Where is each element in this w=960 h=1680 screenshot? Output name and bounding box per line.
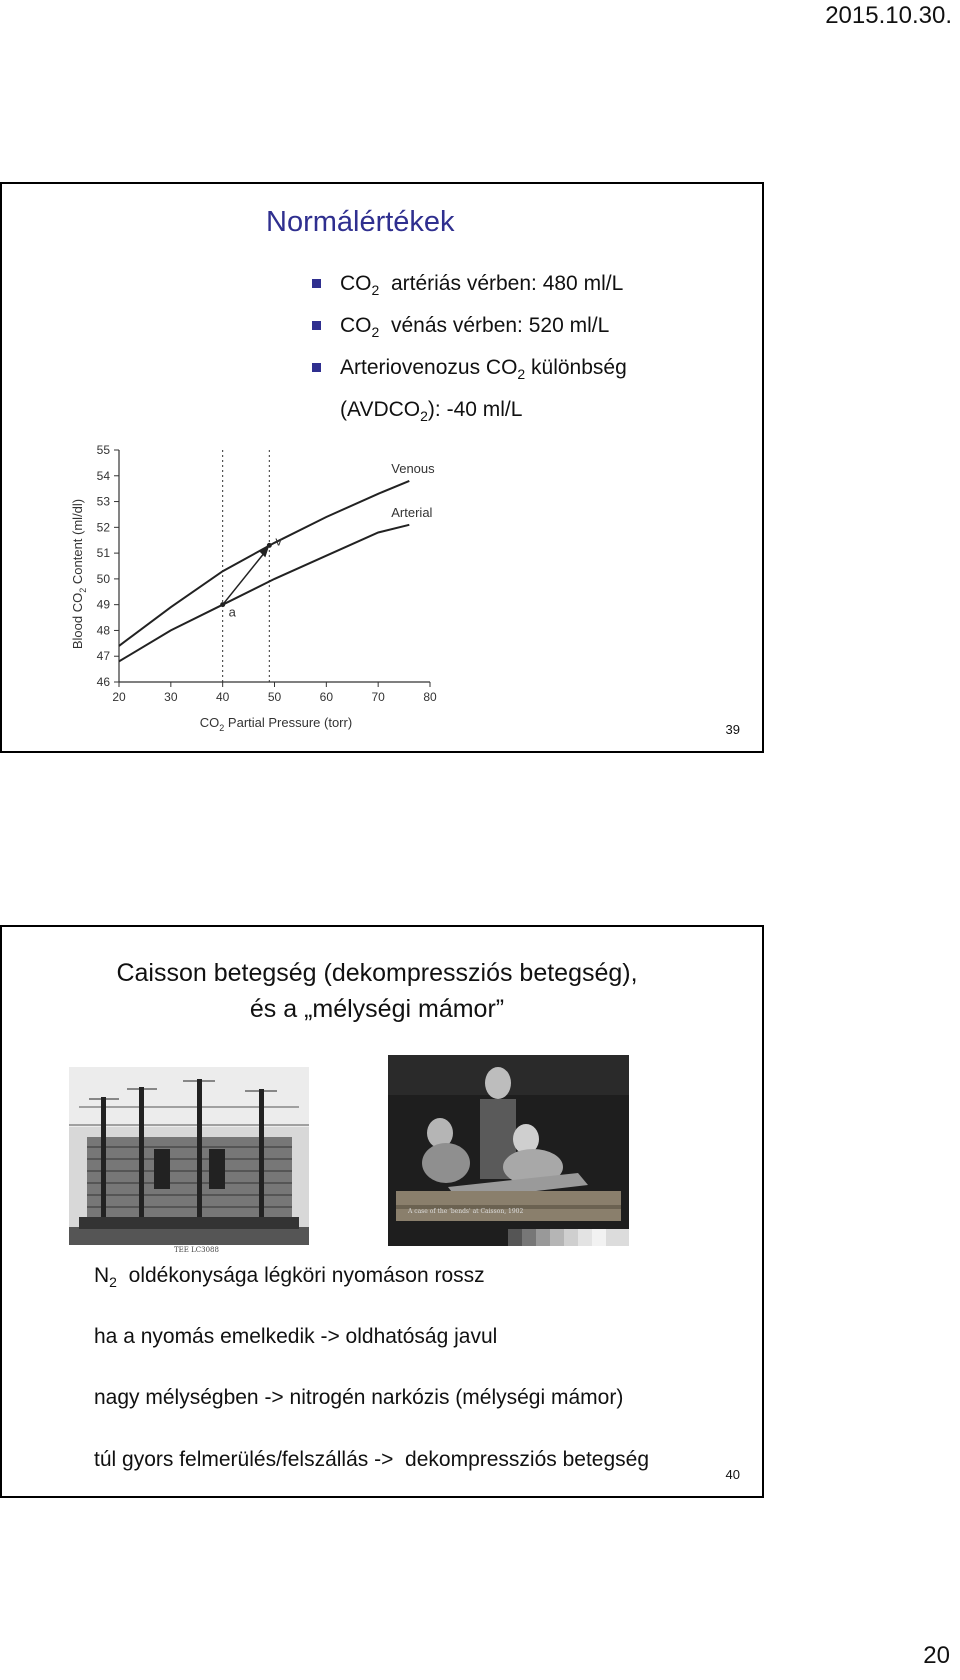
y-tick-label: 48 — [96, 623, 110, 638]
y-axis-label: Blood $CO_2$ Content (ml/dl) — [70, 498, 88, 650]
text-line-decompression: túl gyors felmerülés/felszállás -> dekompressziós betegség — [94, 1448, 650, 1471]
x-tick-label: 60 — [319, 690, 334, 704]
series-line-arterial — [119, 525, 409, 662]
bullet-list — [312, 266, 627, 434]
y-tick-label: 51 — [96, 546, 110, 561]
bullet-item: $CO_2$ artériás vérben: 480 ml/L — [312, 266, 627, 308]
page-number: 20 — [923, 1642, 950, 1669]
point-a — [220, 602, 225, 607]
square-bullet-icon — [312, 363, 321, 372]
square-bullet-icon — [312, 279, 321, 288]
point-label-v: v — [275, 533, 282, 549]
series-label-venous: Venous — [391, 460, 435, 476]
point-v — [267, 543, 272, 548]
x-tick-label: 20 — [112, 690, 126, 704]
x-tick-label: 70 — [371, 690, 385, 704]
bullet-item: Arteriovenozus $CO_2$ különbség $(AVDCO_2)$: -40 ml/L — [312, 350, 627, 434]
slide-number: 39 — [725, 722, 740, 737]
caisson-engraving-image — [69, 1067, 309, 1245]
y-tick-label: 53 — [96, 494, 110, 509]
text-line-n2-solubility: $N_2$ oldékonysága légköri nyomáson rossz — [94, 1264, 485, 1290]
co2-content-chart — [62, 434, 462, 734]
y-tick-label: 50 — [96, 571, 110, 586]
y-tick-label: 46 — [96, 675, 110, 689]
caisson-patient-photo — [388, 1055, 629, 1246]
y-tick-label: 49 — [96, 597, 110, 612]
y-tick-label: 54 — [96, 468, 110, 483]
x-axis-label: $CO_2$ Partial Pressure (torr) — [199, 715, 353, 733]
page-date: 2015.10.30. — [825, 2, 952, 29]
series-label-arterial: Arterial — [391, 504, 433, 520]
slide-39 — [0, 182, 764, 753]
square-bullet-icon — [312, 321, 321, 330]
slide-number: 40 — [725, 1467, 740, 1482]
x-tick-label: 40 — [215, 690, 230, 704]
series-line-venous — [119, 481, 409, 646]
bullet-item: $CO_2$ vénás vérben: 520 ml/L — [312, 308, 627, 350]
y-tick-label: 55 — [96, 443, 110, 457]
photo-caption: A case of the 'bends' at Caisson, 1902 — [408, 1208, 524, 1215]
x-tick-label: 50 — [267, 690, 282, 704]
slide-title: Normálértékek — [266, 206, 455, 238]
y-tick-label: 47 — [96, 649, 110, 664]
slide-title: Caisson betegség (dekompressziós betegség), és a „mélységi mámor” — [116, 959, 638, 1023]
x-tick-label: 30 — [164, 690, 178, 704]
slide-40 — [0, 925, 764, 1498]
image-caption: TEE LC3088 — [174, 1246, 219, 1254]
point-label-a: a — [228, 604, 236, 620]
text-line-narcosis: nagy mélységben -> nitrogén narkózis (mélységi mámor) — [94, 1386, 624, 1409]
y-tick-label: 52 — [96, 520, 110, 535]
text-line-pressure: ha a nyomás emelkedik -> oldhatóság javul — [94, 1325, 498, 1348]
x-tick-label: 80 — [423, 690, 437, 704]
